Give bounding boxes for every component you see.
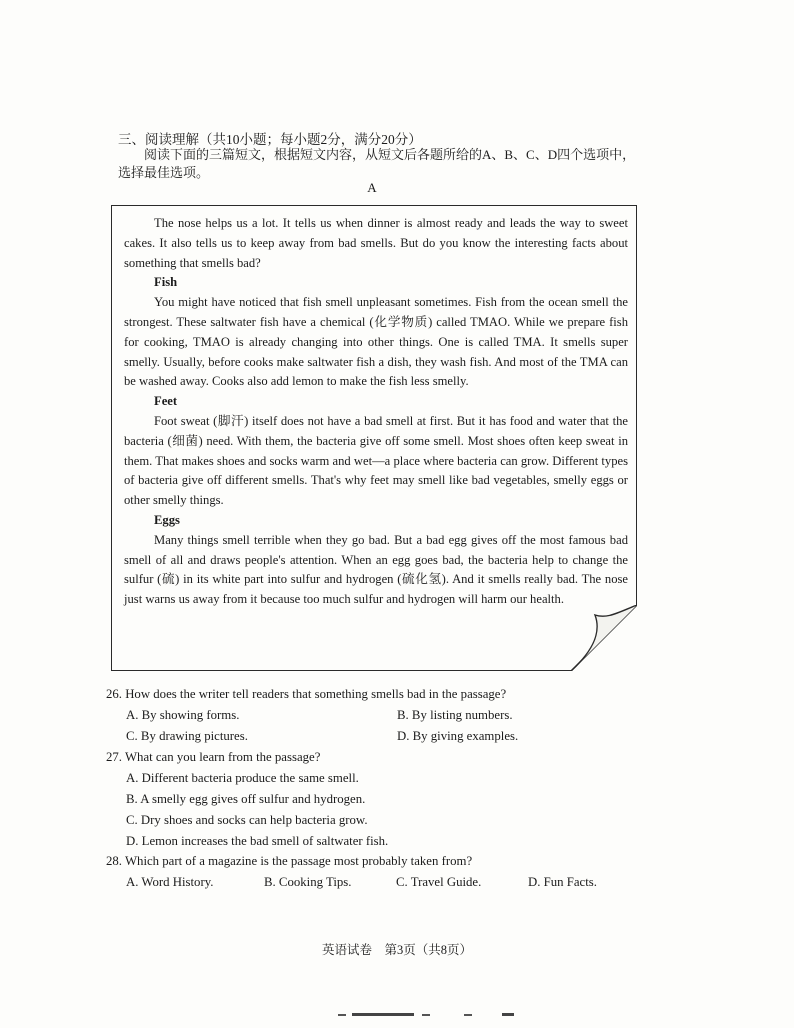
scan-marks	[336, 1012, 526, 1020]
page-curl-icon	[565, 605, 637, 671]
section-text-eggs: Many things smell terrible when they go bad. But a bad egg gives off the most famous bad smell of all and draws people's attention. When an egg goes bad, the bacteria help to change the sulfur (硫) in its white part into sulfur and hydrogen (硫化氢). And it smells really bad. The nose just warns us away from it because too much sulfur and hydrogen will harm our health.	[124, 532, 628, 607]
question-26-stem: 26. How does the writer tell readers that something smells bad in the passage?	[106, 687, 507, 701]
passage-label: A	[367, 180, 377, 195]
section-title: 三、阅读理解（共10小题；每小题2分，满分20分）	[118, 132, 422, 147]
question-28-option-a[interactable]: A. Word History.	[126, 875, 214, 889]
question-28-option-c[interactable]: C. Travel Guide.	[396, 875, 482, 889]
section-text-fish: You might have noticed that fish smell unpleasant sometimes. Fish from the ocean smell the strongest. These saltwater fish have a chemical (化学物质) called TMAO. While we prepare fish for cooking, TMAO is already changing into other things. One is called TMA. It smells super smelly. Usually, before cooks make saltwater fish a dish, they wash fish. And most of the TMA can be washed away. Cooks also add lemon to make the fish less smelly.	[124, 295, 628, 389]
section-heading-fish: Fish	[154, 275, 178, 290]
question-27-stem: 27. What can you learn from the passage?	[106, 750, 321, 764]
question-28-stem: 28. Which part of a magazine is the passage most probably taken from?	[106, 854, 473, 868]
question-27-option-a[interactable]: A. Different bacteria produce the same smell.	[126, 771, 359, 785]
section-instructions: 阅读下面的三篇短文，根据短文内容，从短文后各题所给的A、B、C、D四个选项中，选择最佳选项。	[118, 147, 636, 180]
passage-box	[111, 205, 637, 671]
passage-body	[124, 214, 628, 610]
question-28-option-b[interactable]: B. Cooking Tips.	[264, 875, 352, 889]
question-27-option-b[interactable]: B. A smelly egg gives off sulfur and hydrogen.	[126, 792, 366, 806]
section-text-feet: Foot sweat (脚汗) itself does not have a bad smell at first. But it has food and water that the bacteria (细菌) need. With them, the bacteria give off some smell. Most shoes often keep sweat in them. That makes shoes and socks warm and wet—a place where bacteria can grow. Different types of bacteria give off different smells. That's why feet may smell like bad vegetables, smelly eggs or other smelly things.	[124, 413, 628, 508]
passage-intro: The nose helps us a lot. It tells us when dinner is almost ready and leads the way to sweet cakes. It also tells us to keep away from bad smells. But do you know the interesting facts about something that smells bad?	[124, 216, 628, 270]
question-28-option-d[interactable]: D. Fun Facts.	[528, 875, 597, 889]
question-27-option-c[interactable]: C. Dry shoes and socks can help bacteria grow.	[126, 813, 368, 827]
question-27-option-d[interactable]: D. Lemon increases the bad smell of saltwater fish.	[126, 834, 389, 848]
question-26-option-a[interactable]: A. By showing forms.	[126, 708, 240, 722]
section-heading-feet: Feet	[154, 394, 178, 409]
question-26-option-b[interactable]: B. By listing numbers.	[397, 708, 513, 722]
question-26-option-c[interactable]: C. By drawing pictures.	[126, 729, 248, 743]
page-footer: 英语试卷 第3页（共8页）	[321, 943, 472, 957]
section-heading-eggs: Eggs	[154, 512, 180, 527]
question-26-option-d[interactable]: D. By giving examples.	[397, 729, 519, 743]
